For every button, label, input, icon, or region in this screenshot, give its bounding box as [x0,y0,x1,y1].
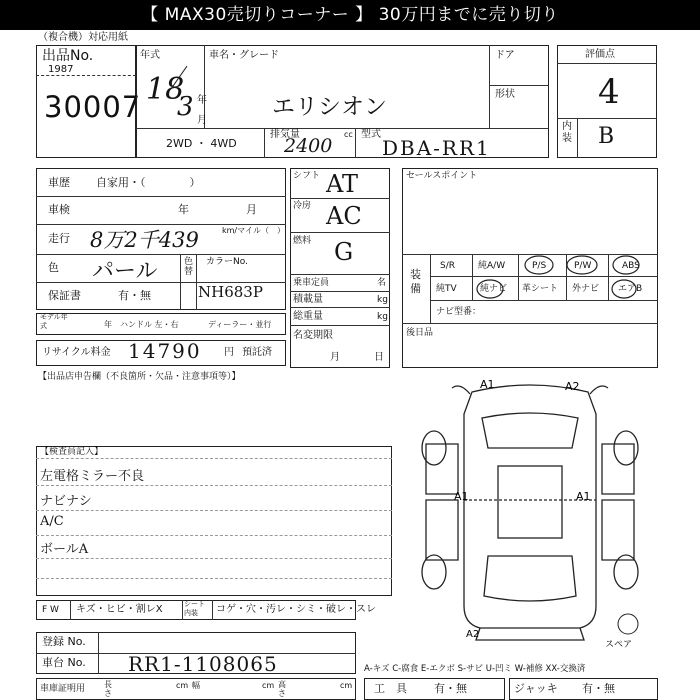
mileage-unit: km/マイル（ ） [222,226,285,235]
recycle-deposit: 預託済 [242,347,272,358]
model-year-dealer: ディーラー・並行 [208,320,272,329]
mileage-value: 8万2千439 [90,228,199,252]
circle-mark-airbag [612,280,636,298]
load-label: 積載量 [293,294,323,305]
dims-width: 幅 [192,681,200,690]
score-label: 評価点 [585,49,615,60]
score-value: 4 [598,72,620,112]
load-unit: kg [377,295,388,305]
car-name: エリシオン [272,94,387,120]
gross-label: 総重量 [293,311,323,322]
year-value: 18 [146,72,185,107]
seat-label: シート内装 [184,600,205,617]
displacement-value: 2400 [284,135,333,157]
history-label: 車歴 [48,176,70,189]
dims-length: 長さ [104,680,112,698]
drive-options: 2WD ・ 4WD [166,137,237,150]
registration-change-day: 日 [374,352,384,363]
equipment-label: 装備 [410,268,421,295]
dealer-notes-label: 【出品店申告欄（不良箇所・欠品・注意事項等）】 [38,372,241,382]
tools-value: 有・無 [434,682,467,695]
equip-ext-navi: 外ナビ [572,284,600,294]
diagram-mark-front-right: A2 [565,380,580,393]
capacity-label: 乗車定員 [293,278,330,288]
diagram-mark-left-door: A1 [454,490,469,503]
dims-unit-2: cm [262,681,275,690]
model-value: DBA-RR1 [382,136,491,160]
recycle-value: 14790 [128,339,202,363]
car-label: 車名・グレード [209,50,279,61]
diagram-mark-front-left: A1 [480,378,495,391]
inspection-year: 年 [178,203,189,216]
inspector-note-4: ボールA [40,542,89,557]
navi-model-label: ナビ型番： [436,307,482,317]
warranty-value: 有・無 [118,289,151,302]
model-label: 型式 [361,129,381,140]
banner: 【 MAX30売切りコーナー 】 30万円までに売り切り [0,0,700,30]
registration-change-label: 名変期限 [293,330,333,341]
lot-label: 出品No. [42,48,94,64]
year-label: 年式 [140,50,160,61]
fw-items: キズ・ヒビ・割レX [76,604,163,615]
dims-label: 車庫証明用 [40,684,86,694]
equip-sr: S/R [440,261,455,271]
equip-leather: 革シート [522,284,559,294]
inspection-label: 車検 [48,203,70,216]
warranty-label: 保証書 [48,289,81,302]
car-damage-diagram [400,370,660,650]
reg-no-label: 登録 No. [42,635,86,648]
tools-label: 工 具 [374,682,407,695]
dims-unit-3: cm [340,681,353,690]
color-value: パール [92,259,158,284]
fuel-value: G [334,238,354,266]
equip-ps: P/S [532,261,547,271]
diagram-mark-right-door: A1 [576,490,591,503]
circle-mark-pw [567,256,597,274]
spare-label: スペア [605,640,633,650]
damage-legend: A-キズ C-腐食 E-エクボ S-サビ U-凹ミ W-補修 XX-交換済 [364,664,586,674]
circle-mark-abs [613,256,639,274]
color-label: 色 [48,261,59,274]
capacity-unit: 名 [377,278,387,288]
shape-label: 形状 [495,89,515,100]
year-unit: 年 [197,95,207,106]
dims-unit-1: cm [176,681,189,690]
model-year-year: 年 [104,320,112,329]
arrival-label: 後日品 [406,328,434,338]
subheader: （複合機）対応用紙 [38,32,128,43]
color-change-label: 色替 [184,257,194,277]
sales-point-label: セールスポイント [406,171,478,181]
shift-label: シフト [293,171,321,181]
lot-small: 1987 [48,64,74,75]
recycle-label: リサイクル料金 [42,347,111,358]
chassis-label: 車台 No. [42,656,86,669]
circle-mark-ps [525,256,553,274]
equipment-circle-marks [402,254,658,304]
interior-label: 内装 [562,121,572,144]
fuel-label: 燃料 [293,236,312,246]
displacement-label: 排気量 [270,129,300,140]
chassis-value: RR1-1108065 [128,652,278,676]
color-code: NH683P [198,283,263,301]
history-value: 自家用・（ ） [96,176,201,189]
shift-value: AT [326,170,359,198]
model-year-label: モデル年式 [40,313,68,330]
inspector-note-2: ナビナシ [40,494,92,509]
month-unit: 月 [197,115,207,126]
equip-pw: P/W [574,261,592,271]
aircon-label: 冷房 [293,201,312,211]
mileage-label: 走行 [48,232,70,245]
door-label: ドア [495,50,515,61]
equip-abs: ABS [622,261,640,271]
equip-navi: 純ナビ [480,284,508,294]
jack-value: 有・無 [582,682,615,695]
equip-airbag: エアB [618,284,643,294]
month-value: 3 [177,92,194,122]
inspection-month: 月 [246,203,257,216]
fw-label: F W [42,605,59,615]
circle-mark-navi [477,280,503,298]
seat-items: コゲ・穴・汚レ・シミ・破レ・スレ [216,604,376,615]
inspector-note-1: 左電格ミラー不良 [40,469,145,484]
gross-unit: kg [377,312,388,322]
interior-value: B [598,124,615,149]
color-code-label: カラーNo. [206,257,248,267]
recycle-unit: 円 [224,347,234,358]
lot-number: 30007 [44,90,142,124]
jack-label: ジャッキ [514,682,558,695]
inspector-label: 【検査員記入】 [40,447,104,457]
dims-height: 高さ [278,680,286,698]
registration-change-month: 月 [330,352,340,363]
equip-aw: 純A/W [478,261,506,271]
aircon-value: AC [326,202,362,230]
diagram-mark-rear: A2 [466,629,480,640]
equip-tv: 純TV [436,284,457,294]
model-year-handle: ハンドル 左・右 [120,320,179,329]
inspector-note-3: A/C [40,514,64,529]
displacement-unit: cc [344,130,353,139]
